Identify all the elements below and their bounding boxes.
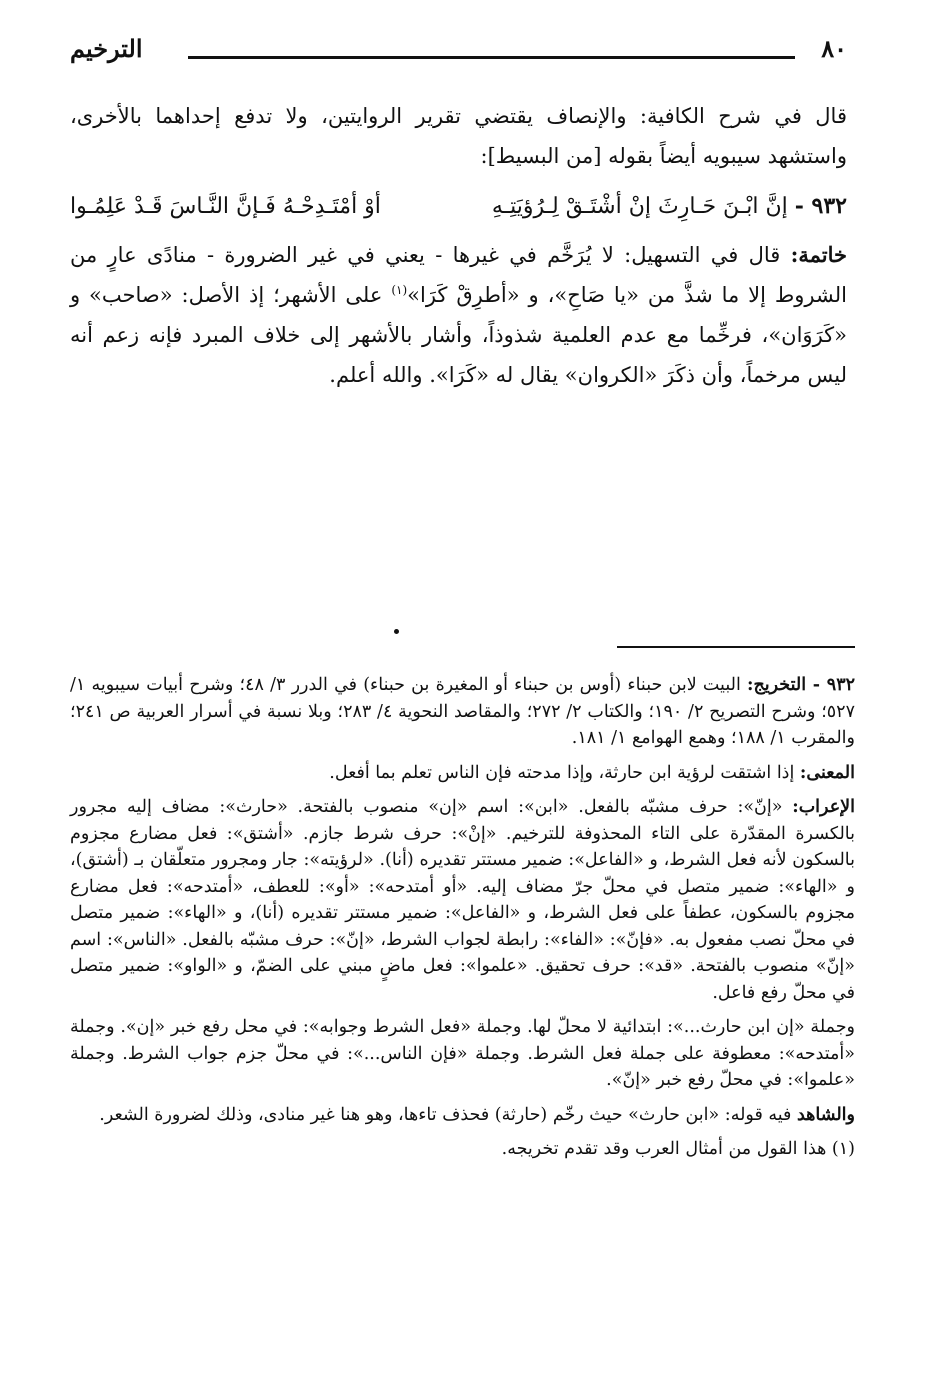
conclusion-paragraph [70,235,847,395]
irab-note [70,794,855,1006]
main-text [70,96,847,395]
meaning-text: إذا اشتقت لرؤية ابن حارثة، وإذا مدحته فإن الناس تعلم بما أفعل. [329,762,800,783]
shahid-label: والشاهد [796,1104,855,1125]
conclusion-text-a: قال في التسهيل: لا يُرَخَّم في غيرها - يعني في غير الضرورة - منادًى عارٍ من الشروط إلا ما شذَّ من «يا صَاحِ»، و «أطرِقْ كَرَا» [70,243,847,307]
conclusion-lead: خاتمة: [790,242,847,267]
running-title: الترخيم [70,34,143,63]
verse-second-half: أوْ أمْتَـدِحْـهُ فَـإنَّ النَّـاسَ قَـدْ عَلِمُـوا [70,194,381,219]
meaning-label: المعنى: [799,762,855,783]
irab-label: الإعراب: [792,797,855,817]
page-header [70,34,847,74]
separator-dot [394,629,399,634]
footnotes [70,672,855,1163]
takhrij-note [70,672,855,752]
conclusion-text-b: على الأشهر؛ إذ الأصل: «صاحب» و «كَرَوَان»، فرخِّما مع عدم العلمية شذوذاً، وأشار بالأشهر إلى خلاف المبرد فإنه زعم أنه ليس مرخماً، وأن ذكَرَ «الكروان» يقال له «كَرَا». والله أعلم. [70,283,847,387]
irab-text: «إنّ»: حرف مشبّه بالفعل. «ابن»: اسم «إن» منصوب بالفتحة. «حارث»: مضاف إليه مجرور بالكسرة المقدّرة على التاء المحذوفة للترخيم. «إنْ»: حرف شرط جازم. «أشتق»: فعل مضارع مجزوم بالسكون لأنه فعل الشرط، و «الفاعل»: ضمير مستتر تقديره (أنا). «لرؤيته»: جار ومجرور متعلّقان بـ (أشتق)، و «الهاء»: ضمير متصل في محلّ جرّ مضاف إليه. «أو أمتدحه»: «أو»: للعطف، «أمتدحه»: فعل مضارع مجزوم بالسكون، عطفاً على فعل الشرط، و «الفاعل»: ضمير مستتر تقديره (أنا)، و «الهاء»: ضمير متصل في محلّ نصب مفعول به. «فإنّ»: «الفاء»: رابطة لجواب الشرط، «إنّ»: حرف مشبّه بالفعل. «الناس»: اسم «إنّ» منصوب بالفتحة. «قد»: حرف تحقيق. «علموا»: فعل ماضٍ مبني على الضمّ، و «الواو»: ضمير متصل في محلّ رفع فاعل. [70,797,855,1003]
verse-first-half [492,186,847,227]
paragraph-kafiya: قال في شرح الكافية: والإنصاف يقتضي تقرير الروايتين، ولا تدفع إحداهما بالأخرى، واستشهد سيبويه أيضاً بقوله [من البسيط]: [70,104,847,168]
footnote-rule [617,646,855,648]
page-number: ٨٠ [821,34,847,63]
jumal-note: وجملة «إن ابن حارث...»: ابتدائية لا محلّ لها. وجملة «فعل الشرط وجوابه»: في محل رفع خبر «إن». وجملة «أمتدحه»: معطوفة على جملة فعل الشرط. وجملة «فإن الناس...»: في محلّ جزم جواب الشرط. وجملة «علموا»: في محلّ رفع خبر «إنّ». [70,1017,855,1090]
shahid-text: فيه قوله: «ابن حارث» حيث رخّم (حارثة) فحذف تاءها، وهو هنا غير منادى، وذلك لضرورة الشعر. [99,1104,797,1125]
verse-first-half-text: إنَّ ابْـنَ حَـارِثَ إنْ أشْتَـقْ لِـرُؤيَتِـهِ [491,194,788,219]
footnote-reference[interactable]: (١) [391,283,408,297]
takhrij-text: البيت لابن حبناء (أوس بن حبناء أو المغيرة بن حبناء) في الدرر ٣/ ٤٨؛ وشرح أبيات سيبويه ١/ ٥٢٧؛ وشرح التصريح ٢/ ١٩٠؛ والكتاب ٢/ ٢٧٢؛ والمقاصد النحوية ٤/ ٢٨٣؛ وبلا نسبة في أسرار العربية ص ٢٤١؛ والمقرب ١/ ١٨٨؛ وهمع الهوامع ١/ ١٨١. [70,675,855,748]
shahid-note [70,1102,855,1129]
poem-verse [70,186,847,227]
footnote-1: (١) هذا القول من أمثال العرب وقد تقدم تخريجه. [501,1139,855,1159]
verse-number: ٩٣٢ - [794,193,847,219]
header-rule [188,56,795,59]
meaning-note [70,760,855,787]
takhrij-label: ٩٣٢ - التخريج: [747,675,855,695]
